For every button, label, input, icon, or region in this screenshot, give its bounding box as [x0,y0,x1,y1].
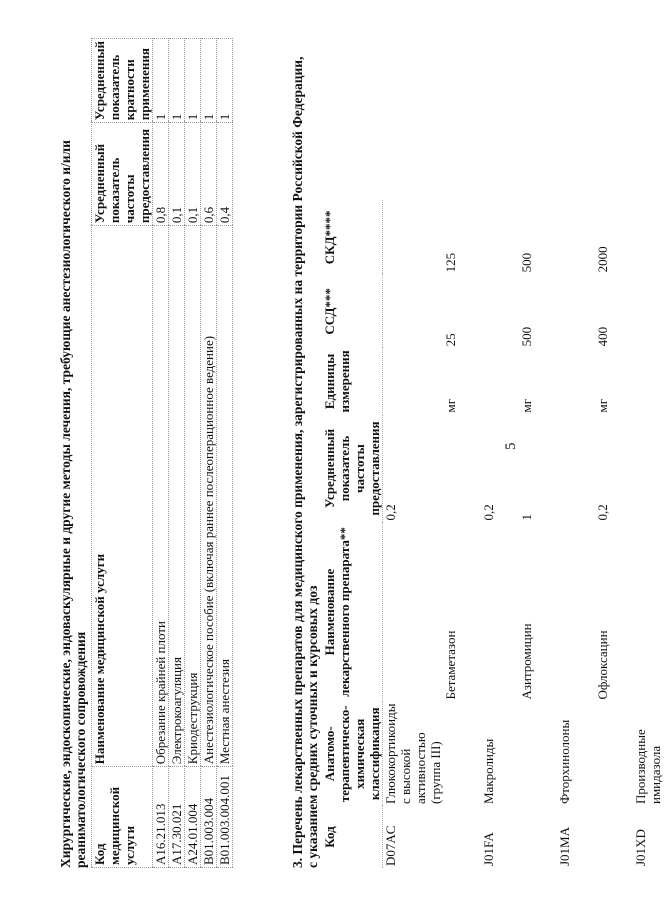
drug-unit: мг [443,398,458,413]
drug-skd: 125 [443,252,458,273]
drug-ssd [383,274,444,348]
atc-class [443,702,481,806]
drug-skd: 500 [519,252,534,273]
drug-ssd [633,274,671,348]
drug-unit: мг [519,398,534,413]
table-row [185,39,201,868]
col-service-code: Код медицинской услуги [92,767,153,868]
drug-ssd [557,274,595,348]
service-name: Электрокоагуляция [169,226,185,767]
drug-unit [557,348,595,414]
drug-skd [633,200,671,274]
atc-class [595,702,633,806]
table-row [633,200,671,868]
table-row [201,39,217,868]
section2-heading: Хирургические, эндоскопические, эндоваскулярные и другие методы лечения, требующие анестезиологического и/или реаниматологического сопровождения [58,140,88,868]
drug-code: J01FA [481,832,496,866]
table-row [595,200,633,868]
drug-ssd [481,274,519,348]
drugs-header-row [322,200,383,868]
drug-skd [481,200,519,274]
drug-skd: 2000 [595,246,610,273]
service-code: B01.003.004 [201,767,217,868]
rotated-content [58,38,663,868]
service-frequency: 0,6 [201,123,217,226]
atc-class [519,702,557,806]
table-row [443,200,481,868]
services-table [91,38,233,868]
drug-code [519,806,557,868]
drug-name: Офлоксацин [595,630,610,700]
col-drug-frequency: Усредненный показатель частоты предоставления [322,415,383,523]
service-multiplicity: 1 [217,39,233,123]
service-multiplicity: 1 [169,39,185,123]
atc-class: Производные имидазола [633,729,663,804]
service-code: A16.21.013 [153,767,169,868]
drug-name [481,523,519,702]
drug-name [383,523,444,702]
drug-frequency: 0,2 [481,504,496,521]
drug-frequency [443,415,481,523]
drug-frequency [633,415,671,523]
service-code: A17.30.021 [169,767,185,868]
service-multiplicity: 1 [201,39,217,123]
drug-unit [633,348,671,414]
table-row [153,39,169,868]
service-code: B01.003.004.001 [217,767,233,868]
drug-unit: мг [595,398,610,413]
service-frequency: 0,4 [217,123,233,226]
service-frequency: 0,8 [153,123,169,226]
drug-unit [383,348,444,414]
drug-code: J01XD [633,829,648,866]
drug-name [633,523,671,702]
table-row [557,200,595,868]
drug-frequency: 0,2 [383,504,398,521]
col-service-frequency: Усредненный показатель частоты предоставления [92,123,153,226]
table-row [169,39,185,868]
drugs-table [322,200,671,868]
service-name: Криодеструкция [185,226,201,767]
atc-class: Глюкокортикоиды с высокой активностью (группа III) [383,703,443,804]
service-multiplicity: 1 [185,39,201,123]
drug-name: Азитромицин [519,623,534,700]
col-service-multiplicity: Усредненный показатель кратности применения [92,39,153,123]
drug-ssd: 400 [595,326,610,347]
col-service-name: Наименование медицинской услуги [92,226,153,767]
service-frequency: 0,1 [185,123,201,226]
drug-code [443,806,481,868]
service-name: Обрезание крайней плоти [153,226,169,767]
service-name: Анестезиологическое пособие (включая раннее послеоперационное ведение) [201,226,217,767]
col-drug-name: Наименование лекарственного препарата** [322,523,383,702]
drug-name: Бетаметазон [443,630,458,700]
col-atc-class: Анатомо-терапевтическо-химическая классификация [322,702,383,806]
drug-ssd: 25 [443,333,458,347]
atc-class: Фторхинолоны [557,719,572,804]
atc-class: Макролиды [481,738,496,804]
table-row [383,200,444,868]
service-multiplicity: 1 [153,39,169,123]
services-header-row [92,39,153,868]
drug-skd [383,200,444,274]
col-ssd: ССД*** [322,274,383,348]
drug-code: D07AC [383,825,398,866]
page-number: 5 [503,442,519,450]
drug-skd [557,200,595,274]
section3-heading: 3. Перечень лекарственных препаратов для медицинского применения, зарегистрированных на территории Российской Федерации, с указанием средних суточных и курсовых доз [290,56,320,868]
drug-unit [481,348,519,414]
col-drug-code: Код [322,806,383,868]
service-frequency: 0,1 [169,123,185,226]
drug-frequency: 1 [519,514,534,521]
drug-code [595,806,633,868]
table-row [217,39,233,868]
drug-ssd: 500 [519,326,534,347]
table-row [481,200,519,868]
col-skd: СКД**** [322,200,383,274]
table-row [519,200,557,868]
drug-code: J01MA [557,826,572,866]
drug-frequency [557,415,595,523]
drug-frequency: 0,2 [595,504,610,521]
service-name: Местная анестезия [217,226,233,767]
service-code: A24.01.004 [185,767,201,868]
drug-name [557,523,595,702]
col-unit: Единицы измерения [322,348,383,414]
